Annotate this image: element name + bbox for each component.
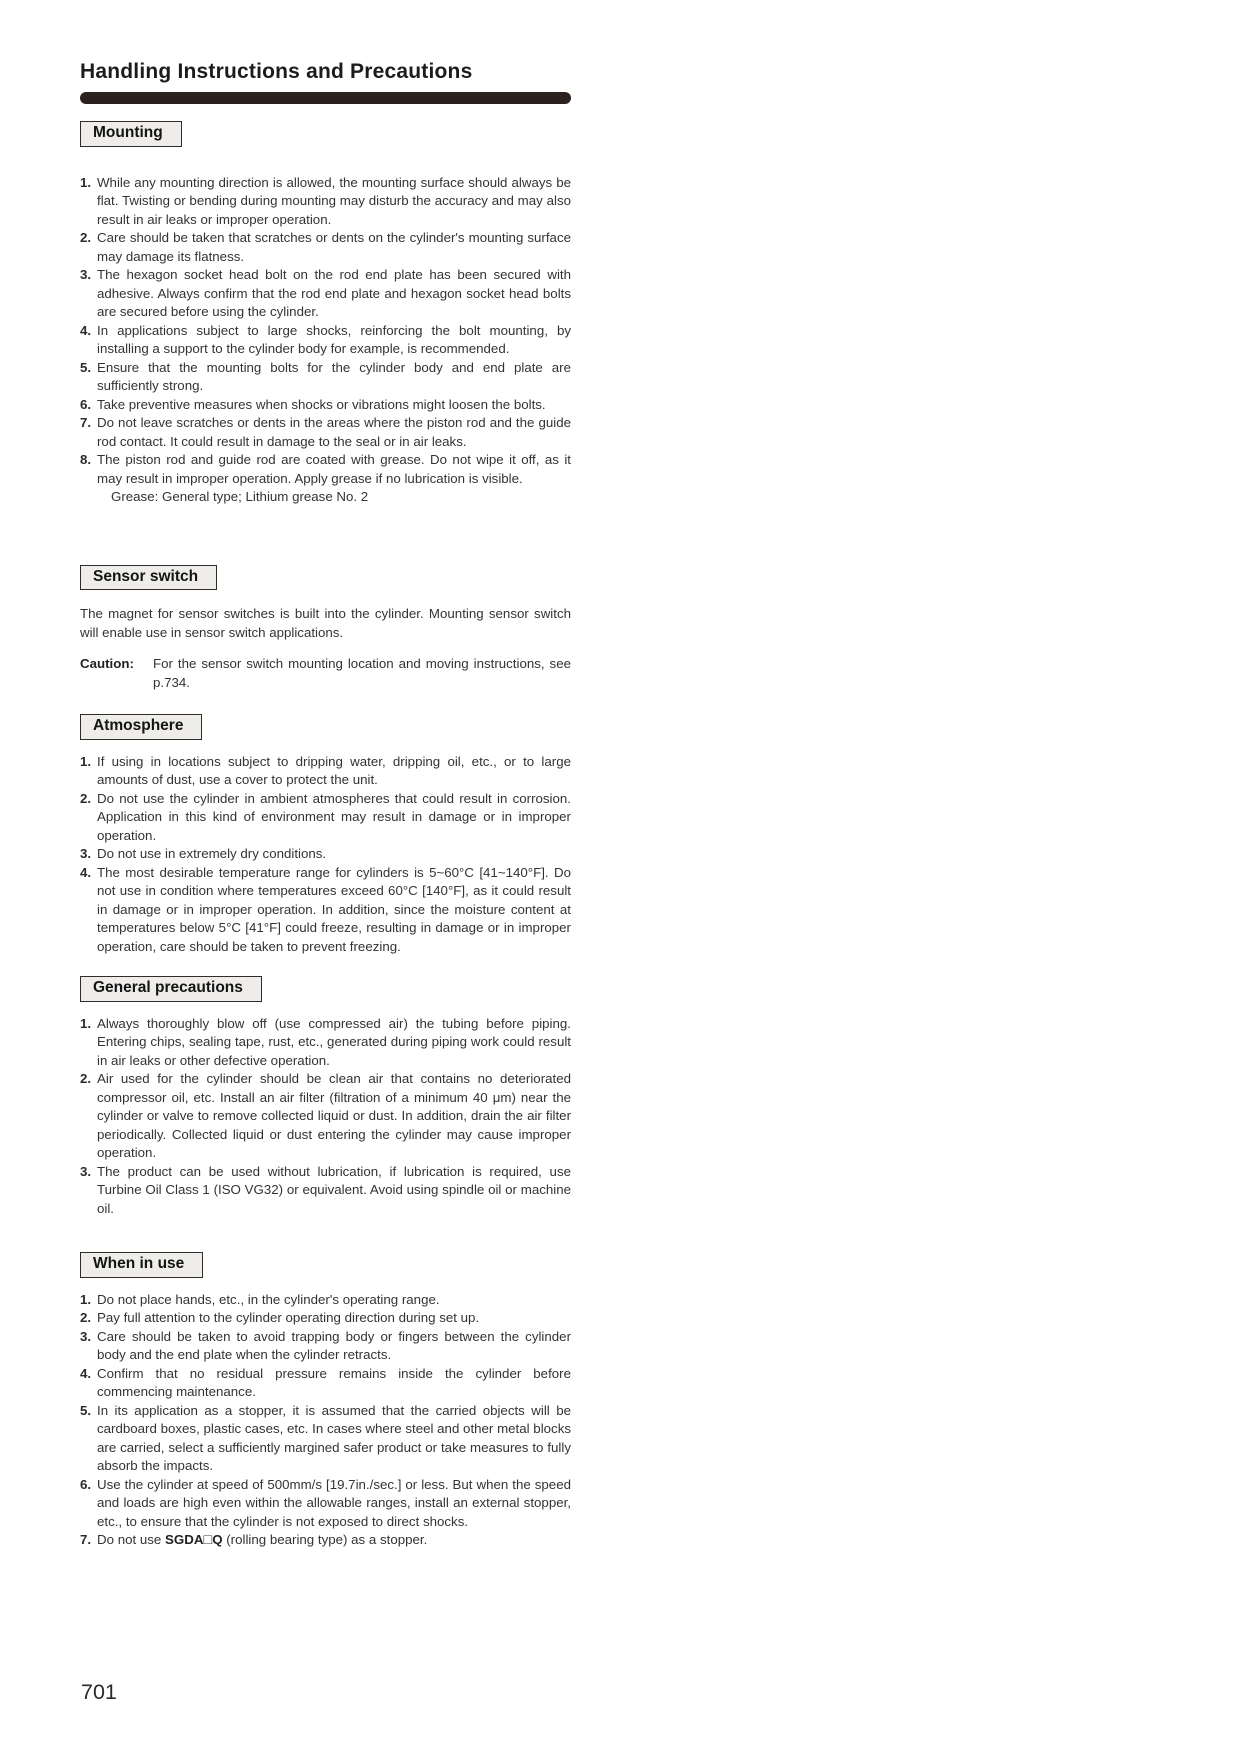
item-number: 2. — [80, 230, 92, 245]
item-text: The hexagon socket head bolt on the rod end plate has been secured with adhesive. Always confirm that the rod end plate and hexagon socket head bolts are secured before using the cylinder. — [97, 267, 571, 319]
item-number: 8. — [80, 452, 92, 467]
model-code-sgda: SGDA — [165, 1532, 204, 1548]
list-item — [80, 359, 571, 396]
item-text: Care should be taken that scratches or dents on the cylinder's mounting surface may damage its flatness. — [97, 230, 571, 264]
item-text: In its application as a stopper, it is assumed that the carried objects will be cardboard boxes, plastic cases, etc. In cases where steel and other metal blocks are carried, select a sufficiently margined safer product or take measures to fully absorb the impacts. — [97, 1402, 571, 1474]
list-item — [80, 864, 571, 957]
page-number: 701 — [81, 1680, 117, 1704]
section-heading-atmosphere: Atmosphere — [80, 714, 202, 740]
section-heading-mounting: Mounting — [80, 121, 182, 147]
item-text: The piston rod and guide rod are coated with grease. Do not wipe it off, as it may result in improper operation. Apply grease if no lubrication is visible. — [97, 452, 571, 486]
item-number: 1. — [80, 1291, 92, 1307]
item-number: 4. — [80, 322, 92, 338]
when-in-use-list — [80, 1291, 571, 1550]
item-text: Air used for the cylinder should be clean air that contains no deteriorated compressor oil, etc. Install an air filter (filtration of a minimum 40 μm) near the cylinder or valve to remove collected liquid or dust. In addition, drain the air filter periodically. Collected liquid or dust entering the cylinder may cause improper operation. — [97, 1071, 571, 1161]
item-number: 5. — [80, 1402, 92, 1418]
item-number: 1. — [80, 174, 92, 190]
item-number: 1. — [80, 753, 92, 769]
item-text: Use the cylinder at speed of 500mm/s [19.7in./sec.] or less. But when the speed and loads are high even within the allowable ranges, install an external stopper, etc., to ensure that the cylinder is not exposed to direct shocks. — [97, 1476, 571, 1529]
section-sensor-switch — [80, 565, 571, 693]
section-mounting — [80, 121, 571, 507]
atmosphere-list — [80, 753, 571, 957]
item-text: In applications subject to large shocks, reinforcing the bolt mounting, by installing a support to the cylinder body for example, is recommended. — [97, 322, 571, 356]
item-number: 6. — [80, 396, 92, 412]
section-heading-sensor-switch: Sensor switch — [80, 565, 217, 591]
list-item — [80, 322, 571, 359]
item-number: 1. — [80, 1015, 92, 1031]
item-text-prefix: Do not use — [97, 1532, 166, 1548]
item-text: Always thoroughly blow off (use compressed air) the tubing before piping. Entering chips, sealing tape, rust, etc., generated during piping work could result in air leaks or other defective operation. — [97, 1015, 571, 1068]
item-text: Do not use the cylinder in ambient atmospheres that could result in corrosion. Application in this kind of environment may result in damage or in improper operation. — [97, 790, 571, 843]
section-heading-when-in-use: When in use — [80, 1252, 203, 1278]
mounting-list — [80, 174, 571, 507]
model-code-q: Q — [212, 1532, 223, 1548]
list-item — [80, 414, 571, 451]
section-when-in-use — [80, 1252, 571, 1550]
section-atmosphere — [80, 714, 571, 956]
item-text: The most desirable temperature range for cylinders is 5~60°C [41~140°F]. Do not use in condition where temperatures exceed 60°C [140°F], as it could result in damage or in improper operation. In addition, since the moisture content at temperatures below 5°C [41°F] could freeze, resulting in damage or in improper operation, care should be taken to prevent freezing. — [97, 864, 571, 954]
item-number: 5. — [80, 359, 92, 375]
list-item — [80, 753, 571, 790]
item-text: Pay full attention to the cylinder operating direction during set up. — [97, 1310, 480, 1326]
item-text-suffix: (rolling bearing type) as a stopper. — [222, 1532, 428, 1548]
item-text: If using in locations subject to dripping water, dripping oil, etc., or to large amounts of dust, use a cover to protect the unit. — [97, 753, 571, 788]
list-item — [80, 174, 571, 230]
list-item — [80, 1328, 571, 1365]
item-number: 3. — [80, 1328, 92, 1344]
list-item — [80, 1402, 571, 1476]
item-number: 2. — [80, 1071, 92, 1087]
content-column — [80, 0, 571, 1550]
list-item — [80, 451, 571, 488]
list-item — [80, 1531, 571, 1550]
item-text: While any mounting direction is allowed, the mounting surface should always be flat. Twisting or bending during mounting may disturb the accuracy and may also result in air leaks or improper operation. — [97, 174, 571, 227]
sensor-switch-paragraph: The magnet for sensor switches is built into the cylinder. Mounting sensor switch will enable use in sensor switch applications. — [80, 606, 571, 640]
item-number: 2. — [80, 1310, 92, 1326]
item-number: 3. — [80, 267, 92, 282]
item-number: 4. — [80, 864, 92, 880]
item-number: 6. — [80, 1476, 92, 1492]
general-precautions-list — [80, 1015, 571, 1219]
section-general-precautions — [80, 976, 571, 1218]
item-text — [97, 1531, 571, 1550]
item-number: 3. — [80, 846, 92, 862]
list-item — [80, 1070, 571, 1163]
list-item — [80, 1476, 571, 1532]
item-text: Ensure that the mounting bolts for the cylinder body and end plate are sufficiently strong. — [97, 359, 571, 393]
item-text: Do not place hands, etc., in the cylinder's operating range. — [97, 1291, 440, 1307]
item-text: The product can be used without lubrication, if lubrication is required, use Turbine Oil Class 1 (ISO VG32) or equivalent. Avoid using spindle oil or machine oil. — [97, 1163, 571, 1216]
list-item — [80, 1309, 571, 1328]
page-title: Handling Instructions and Precautions — [80, 60, 473, 83]
caution-text: For the sensor switch mounting location and moving instructions, see p.734. — [153, 656, 571, 690]
list-item — [80, 1365, 571, 1402]
caution-row — [80, 655, 571, 692]
list-item — [80, 1015, 571, 1071]
list-item — [80, 1291, 571, 1310]
section-heading-general-precautions: General precautions — [80, 976, 262, 1002]
title-rule — [80, 92, 571, 104]
list-item — [80, 790, 571, 846]
list-item — [80, 845, 571, 864]
caution-label: Caution: — [80, 656, 134, 672]
list-item — [80, 266, 571, 322]
item-number: 2. — [80, 790, 92, 806]
item-number: 7. — [80, 415, 92, 430]
list-item — [80, 229, 571, 266]
white-square-symbol: □ — [203, 1532, 213, 1549]
grease-note: Grease: General type; Lithium grease No. 2 — [111, 489, 369, 504]
item-number: 7. — [80, 1532, 92, 1548]
item-text: Take preventive measures when shocks or vibrations might loosen the bolts. — [97, 396, 546, 412]
item-text: Care should be taken to avoid trapping body or fingers between the cylinder body and the end plate when the cylinder retracts. — [97, 1328, 571, 1363]
item-text: Confirm that no residual pressure remains inside the cylinder before commencing maintenance. — [97, 1365, 571, 1400]
item-text: Do not use in extremely dry conditions. — [97, 846, 327, 862]
list-item — [80, 1163, 571, 1219]
item-number: 3. — [80, 1163, 92, 1179]
item-number: 4. — [80, 1365, 92, 1381]
item-text: Do not leave scratches or dents in the areas where the piston rod and the guide rod contact. It could result in damage to the seal or in air leaks. — [97, 415, 571, 449]
list-item — [80, 396, 571, 415]
